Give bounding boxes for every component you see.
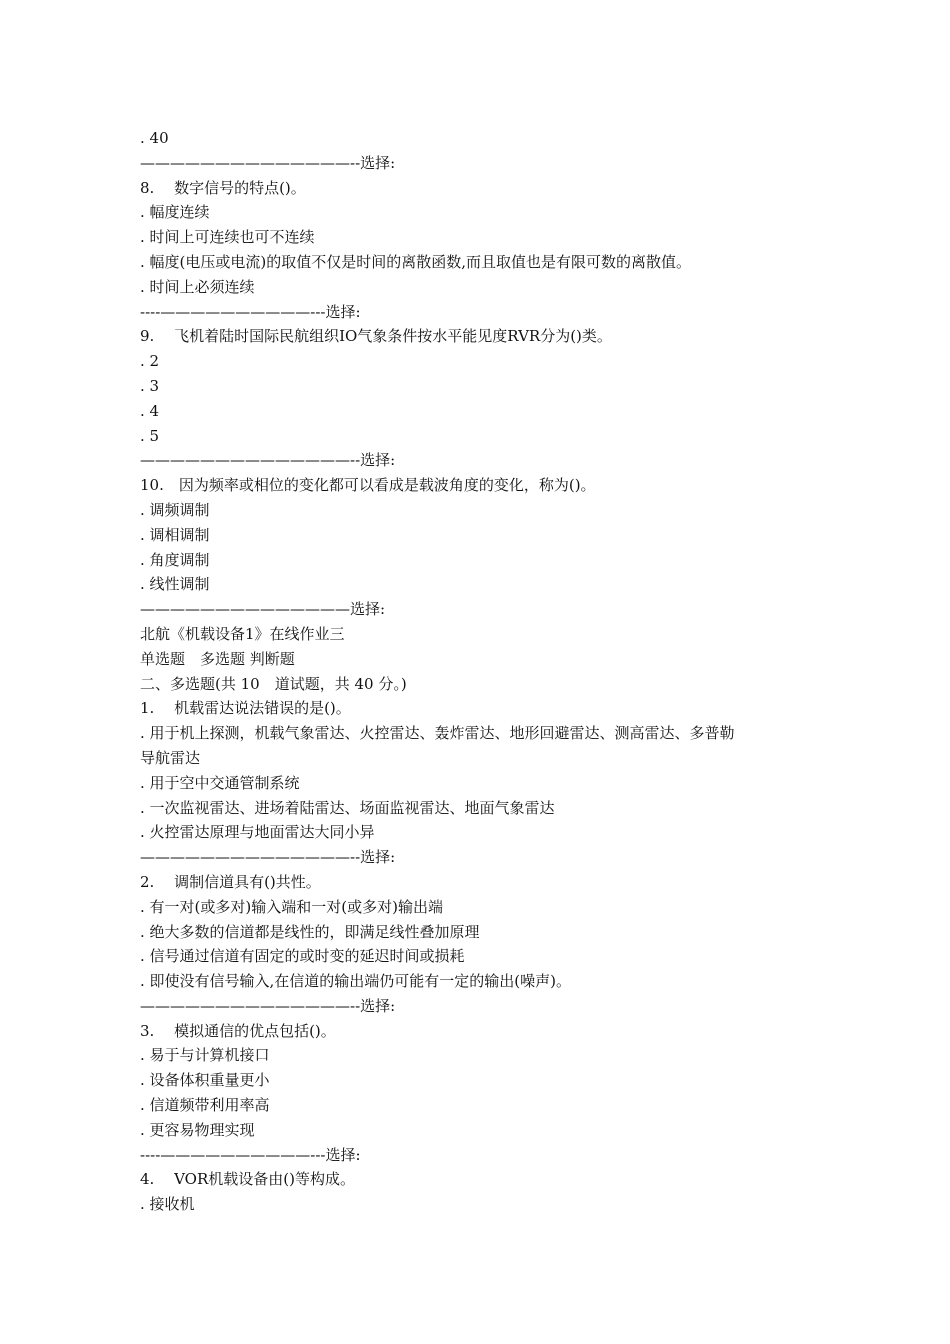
question-line: 3. 模拟通信的优点包括()。 [140, 1021, 336, 1040]
option-line: . 4 [140, 401, 160, 420]
option-line: . 设备体积重量更小 [140, 1071, 270, 1090]
option-line: . 3 [140, 376, 160, 395]
document-body [140, 126, 840, 1217]
option-line: . 调相调制 [140, 525, 210, 544]
option-line: . 幅度(电压或电流)的取值不仅是时间的离散函数,而且取值也是有限可数的离散值。 [140, 252, 692, 271]
question-line: 1. 机载雷达说法错误的是()。 [140, 699, 351, 718]
question-line: 9. 飞机着陆时国际民航组织IO气象条件按水平能见度RVR分为()类。 [140, 327, 612, 346]
section-title: 北航《机载设备1》在线作业三 [140, 624, 345, 643]
option-line: . 5 [140, 426, 160, 445]
option-line: . 易于与计算机接口 [140, 1046, 270, 1065]
option-line: . 调频调制 [140, 500, 210, 519]
option-line: . 信道频带利用率高 [140, 1096, 270, 1115]
option-line: . 角度调制 [140, 550, 210, 569]
separator-line: ----——————————---选择: [140, 302, 361, 321]
option-line: . 绝大多数的信道都是线性的，即满足线性叠加原理 [140, 922, 480, 941]
separator-line: ——————————————--选择: [140, 848, 396, 867]
option-line: . 线性调制 [140, 575, 210, 594]
option-line: . 时间上可连续也可不连续 [140, 228, 315, 247]
separator-line: ——————————————--选择: [140, 153, 396, 172]
option-line: . 一次监视雷达、进场着陆雷达、场面监视雷达、地面气象雷达 [140, 798, 555, 817]
option-line: . 火控雷达原理与地面雷达大同小异 [140, 823, 375, 842]
option-line: . 即使没有信号输入,在信道的输出端仍可能有一定的输出(噪声)。 [140, 972, 572, 991]
question-type-tabs: 单选题 多选题 判断题 [140, 649, 295, 668]
option-line-continued: 导航雷达 [140, 748, 201, 767]
option-line: . 有一对(或多对)输入端和一对(或多对)输出端 [140, 897, 443, 916]
question-line: 4. VOR机载设备由()等构成。 [140, 1170, 355, 1189]
option-line: . 幅度连续 [140, 203, 210, 222]
separator-line: ——————————————--选择: [140, 996, 396, 1015]
option-line: . 用于空中交通管制系统 [140, 773, 300, 792]
question-line: 2. 调制信道具有()共性。 [140, 872, 321, 891]
option-line: . 用于机上探测，机载气象雷达、火控雷达、轰炸雷达、地形回避雷达、测高雷达、多普勒 [140, 724, 735, 743]
separator-line: ----——————————---选择: [140, 1145, 361, 1164]
option-line: . 更容易物理实现 [140, 1120, 255, 1139]
section-heading: 二、多选题(共 10 道试题，共 40 分。) [140, 674, 407, 693]
option-line: . 接收机 [140, 1195, 195, 1214]
text-line: . 40 [140, 129, 169, 147]
separator-line: ——————————————选择: [140, 600, 386, 619]
option-line: . 2 [140, 352, 160, 371]
question-line: 8. 数字信号的特点()。 [140, 178, 306, 197]
question-line: 10. 因为频率或相位的变化都可以看成是载波角度的变化，称为()。 [140, 476, 596, 495]
separator-line: ——————————————--选择: [140, 451, 396, 470]
option-line: . 信号通过信道有固定的或时变的延迟时间或损耗 [140, 947, 465, 966]
option-line: . 时间上必须连续 [140, 277, 255, 296]
